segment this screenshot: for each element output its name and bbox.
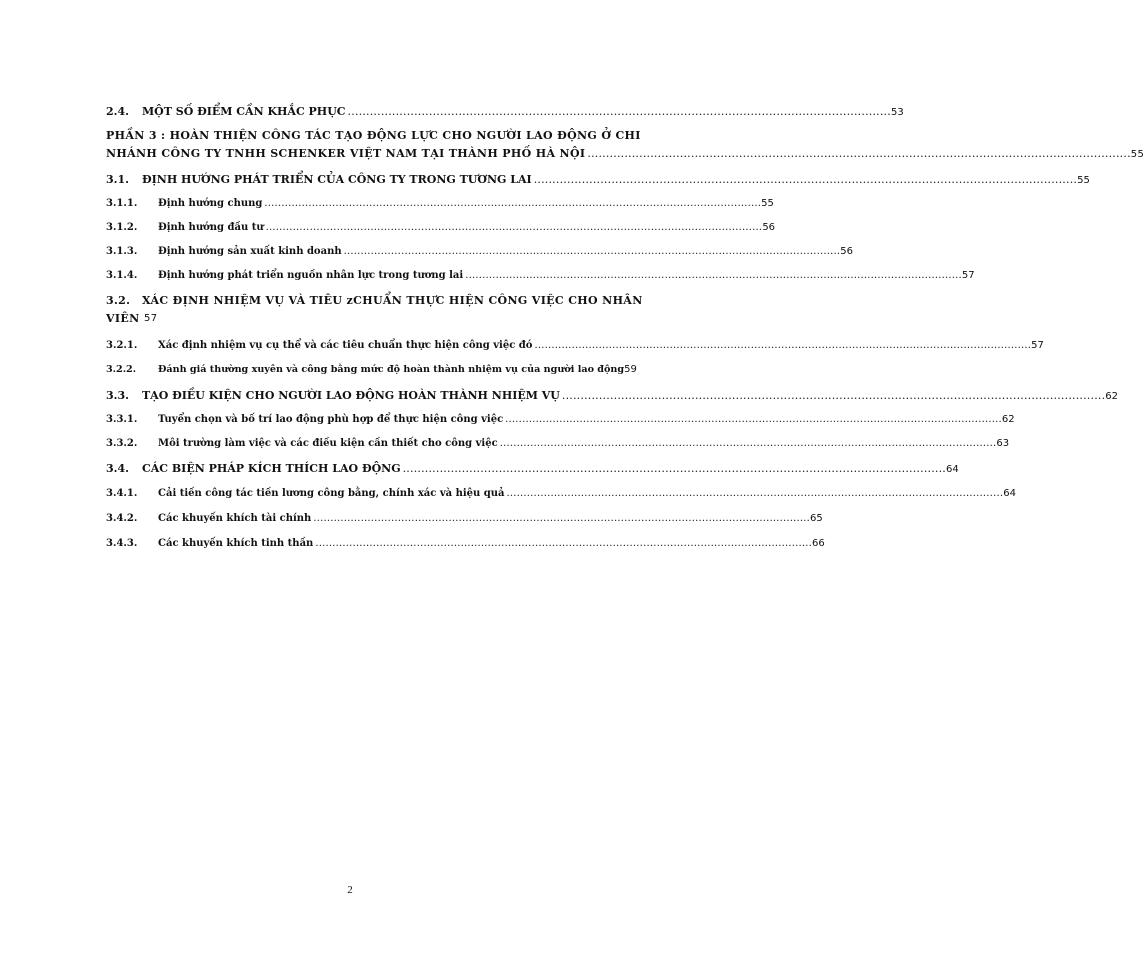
toc-entry-title: Định hướng sản xuất kinh doanh <box>158 246 342 257</box>
toc-entry-title: CÁC BIỆN PHÁP KÍCH THÍCH LAO ĐỘNG <box>142 462 401 475</box>
toc-entry-number: 3.2. <box>106 294 131 307</box>
toc-entry-title: MỘT SỐ ĐIỂM CẦN KHẮC PHỤC <box>142 105 346 118</box>
toc-entry-page: 55 <box>1130 149 1144 160</box>
toc-entry-title: Các khuyến khích tinh thần <box>158 538 314 549</box>
dot-leader: ................................................................................................................................................... <box>587 147 1131 160</box>
toc-entry-number: 3.1. <box>106 173 129 186</box>
toc-entry[interactable] <box>106 362 637 378</box>
dot-leader: ................................................................................................................................................... <box>533 173 1078 186</box>
toc-entry-title: XÁC ĐỊNH NHIỆM VỤ VÀ TIÊU zCHUẨN THỰC HIỆN CÔNG VIỆC CHO NHÂN <box>142 294 643 307</box>
toc-entry[interactable] <box>106 536 825 552</box>
toc-entry-page: 63 <box>996 438 1010 449</box>
toc-entry[interactable] <box>106 511 823 527</box>
toc-entry-title: Đánh giá thường xuyên và công bằng mức độ hoàn thành nhiệm vụ của người lao động <box>158 364 625 375</box>
toc-entry-title: Tuyển chọn và bố trí lao động phù hợp để thực hiện công việc <box>158 414 504 425</box>
toc-entry-number: 3.4.1. <box>106 488 138 499</box>
toc-entry-number: 3.1.4. <box>106 270 138 281</box>
toc-entry[interactable] <box>106 388 1119 404</box>
toc-entry[interactable] <box>106 196 774 212</box>
toc-entry-number: 3.3.1. <box>106 414 138 425</box>
toc-entry-number: 3.3. <box>106 389 129 402</box>
toc-entry-page: 65 <box>810 513 823 524</box>
dot-leader: ................................................................................................................................................... <box>506 488 1004 499</box>
dot-leader: ................................................................................................................................................... <box>313 513 810 524</box>
toc-entry-page: 57 <box>144 313 158 324</box>
toc-entry[interactable] <box>106 220 776 236</box>
toc-entry-title: Môi trường làm việc và các điều kiện cần thiết cho công việc <box>158 438 498 449</box>
toc-entry-title: Cải tiến công tác tiền lương công bằng, chính xác và hiệu quả <box>158 488 505 499</box>
toc-entry-number: 3.1.3. <box>106 246 138 257</box>
toc-entry-number: 3.4. <box>106 462 129 475</box>
toc-entry-title: Định hướng đầu tư <box>158 222 264 233</box>
toc-entry-page: 57 <box>961 270 975 281</box>
toc-entry-title: Định hướng phát triển nguồn nhân lực trong tương lai <box>158 270 464 281</box>
dot-leader: ................................................................................................................................................... <box>465 270 962 281</box>
toc-entry-page: 64 <box>1003 488 1016 499</box>
dot-leader: ................................................................................................................................................... <box>499 438 997 449</box>
toc-entry-page: 55 <box>1077 175 1090 186</box>
toc-entry[interactable] <box>106 104 904 120</box>
toc-entry[interactable] <box>106 436 1010 452</box>
toc-entry-title: Các khuyến khích tài chính <box>158 513 312 524</box>
toc-entry[interactable] <box>106 461 959 477</box>
toc-entry-number: 3.3.2. <box>106 438 138 449</box>
toc-entry[interactable] <box>106 293 643 309</box>
toc-entry-continuation[interactable] <box>106 311 634 327</box>
dot-leader: ................................................................................................................................................... <box>402 462 947 475</box>
toc-entry-page: 59 <box>624 364 637 375</box>
toc-entry-page: 56 <box>762 222 776 233</box>
toc-entry-number: 3.1.2. <box>106 222 138 233</box>
part-heading-line-1[interactable]: PHẦN 3 : HOÀN THIỆN CÔNG TÁC TẠO ĐỘNG LỰC CHO NGƯỜI LAO ĐỘNG Ở CHI <box>106 129 641 142</box>
toc-entry-title: Xác định nhiệm vụ cụ thể và các tiêu chuẩn thực hiện công việc đó <box>158 340 533 351</box>
dot-leader: ................................................................................................................................................... <box>264 198 762 209</box>
toc-entry-page: 57 <box>1031 340 1044 351</box>
toc-entry-number: 3.1.1. <box>106 198 138 209</box>
toc-entry-number: 3.2.1. <box>106 340 138 351</box>
toc-entry-number: 3.4.3. <box>106 538 138 549</box>
toc-entry[interactable] <box>106 338 1044 354</box>
toc-entry-page: 55 <box>761 198 774 209</box>
dot-leader: ................................................................................................................................................... <box>265 222 763 233</box>
dot-leader: ................................................................................................................................................... <box>347 105 891 118</box>
toc-entry[interactable] <box>106 412 1015 428</box>
toc-entry-title: NHÁNH CÔNG TY TNHH SCHENKER VIỆT NAM TẠI THÀNH PHỐ HÀ NỘI <box>106 147 586 160</box>
toc-entry-number: 3.4.2. <box>106 513 138 524</box>
toc-entry-title: VIÊN <box>106 312 140 325</box>
toc-entry-page: 62 <box>1001 414 1015 425</box>
part-heading-line-2[interactable] <box>106 146 1144 162</box>
toc-entry-page: 53 <box>890 107 904 118</box>
toc-entry[interactable] <box>106 244 854 260</box>
toc-entry-page: 64 <box>946 464 959 475</box>
toc-entry-title: Định hướng chung <box>158 198 263 209</box>
toc-entry-number: 2.4. <box>106 105 129 118</box>
toc-entry-page: 66 <box>812 538 825 549</box>
dot-leader: ................................................................................................................................................... <box>561 389 1106 402</box>
toc-entry[interactable] <box>106 486 1016 502</box>
toc-entry-title: ĐỊNH HƯỚNG PHÁT TRIỂN CỦA CÔNG TY TRONG TƯƠNG LAI <box>142 173 532 186</box>
toc-entry-page: 56 <box>840 246 854 257</box>
dot-leader: ................................................................................................................................................... <box>534 340 1032 351</box>
dot-leader: ................................................................................................................................................... <box>315 538 812 549</box>
toc-entry-page: 62 <box>1105 391 1119 402</box>
toc-entry-title: TẠO ĐIỀU KIỆN CHO NGƯỜI LAO ĐỘNG HOÀN THÀNH NHIỆM VỤ <box>142 389 560 402</box>
toc-entry[interactable] <box>106 172 1090 188</box>
toc-entry-number: 3.2.2. <box>106 364 137 375</box>
page-number: 2 <box>347 884 353 896</box>
dot-leader: ................................................................................................................................................... <box>505 414 1002 425</box>
toc-entry[interactable] <box>106 268 975 284</box>
dot-leader: ................................................................................................................................................... <box>343 246 841 257</box>
